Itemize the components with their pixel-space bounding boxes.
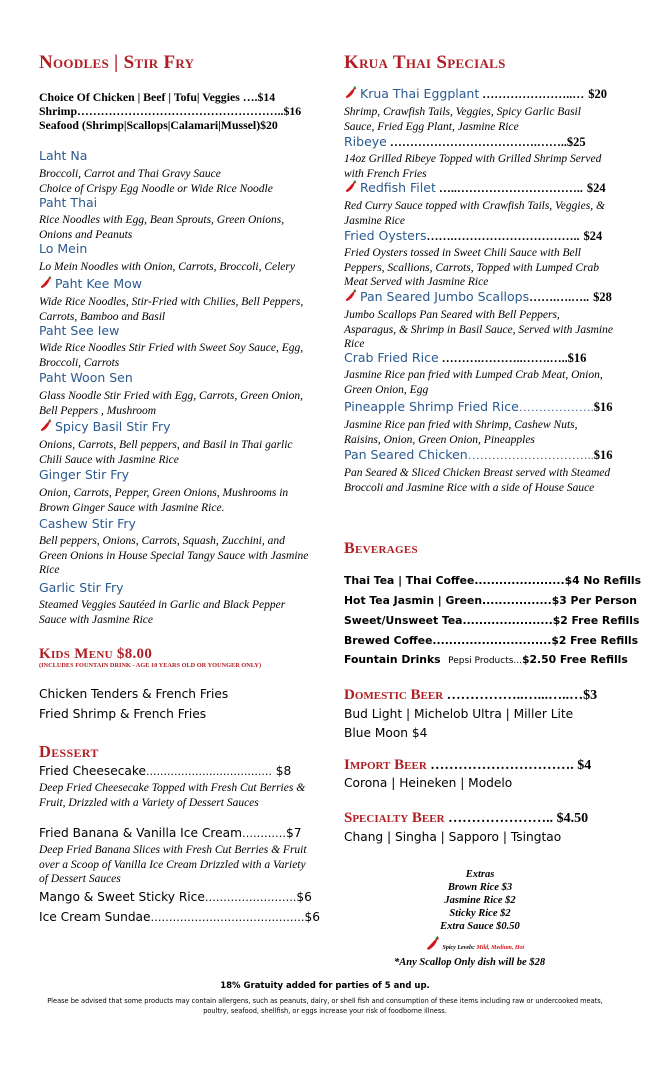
menu-item-spicy [39,419,171,435]
menu-item-desc: Steamed Veggies Sautéed in Garlic and Black Pepper Sauce with Jasmine Rice [39,599,286,626]
special-name: Krua Thai Eggplant [360,86,480,101]
beverage-price: $2 Free Refills [551,634,639,647]
special-price: $25 [566,135,586,149]
beer-list: Chang | Singha | Sapporo | Tsingtao [344,830,562,844]
special-item [344,134,586,150]
special-item [344,289,612,305]
special-desc: 14oz Grilled Ribeye Topped with Grilled Shrimp Served with French Fries [344,153,602,180]
special-item [344,350,586,366]
beverage-item [344,593,637,608]
dessert-name: Fried Cheesecake [39,764,146,778]
chili-pepper-icon [344,86,358,100]
special-desc: Shrimp, Crawfish Tails, Veggies, Spicy Garlic Basil Sauce, Fried Egg Plant, Jasmine Rice [344,106,581,133]
beverage-name: Fountain Drinks [344,653,441,666]
scallop-note: *Any Scallop Only dish will be $28 [394,957,546,968]
import-beer-title: Import Beer [344,757,427,773]
beverage-item [344,652,628,669]
dessert-name: Ice Cream Sundae [39,910,151,924]
menu-item-name: Lo Mein [39,241,88,256]
beverage-name: Thai Tea | Thai Coffee [344,574,475,587]
beverage-item [344,573,641,588]
special-price: $20 [588,87,607,101]
dessert-price: $7 [285,826,302,840]
menu-item-name: Spicy Basil Stir Fry [55,419,171,434]
special-name: Redfish Filet [360,180,436,195]
special-desc: Fried Oysters tossed in Sweet Chili Sauce with Bell Peppers, Scallions, Carrots, Topped with Lumped Crab Meat Served with Jasmine Rice [344,247,600,288]
dessert-title: Dessert [39,742,99,761]
special-name: Pan Seared Chicken [344,447,468,462]
special-desc: Red Curry Sauce topped with Crawfish Tails, Veggies, & Jasmine Rice [344,200,605,227]
menu-item-name: Paht Woon Sen [39,370,133,385]
menu-item-desc: Onions, Carrots, Bell peppers, and Basil in Thai garlic Chili Sauce with Jasmine Rice [39,439,293,466]
special-dots: …….………………………….. [426,229,580,243]
chili-pepper-icon [425,936,441,952]
dessert-price: $8 [275,764,292,778]
beer-price: $4.50 [556,811,589,826]
special-desc: Jasmine Rice pan fried with Shrimp, Cashew Nuts, Raisins, Onion, Green Onion, Pineapples [344,419,578,446]
chili-pepper-icon [39,419,53,433]
special-name: Ribeye [344,134,387,149]
extras-line: Extra Sauce $0.50 [440,921,520,932]
special-item [344,86,607,102]
special-dots: ……….………..…….….. [438,351,568,365]
specials-title: Krua Thai Specials [344,52,506,73]
dessert-dots: .................................... [146,765,272,778]
beverage-name: Sweet/Unsweet Tea [344,614,463,627]
special-price: $24 [583,229,603,243]
beer-dots: …………………………. [426,758,574,773]
beverage-price: $4 No Refills [564,574,642,587]
extras-line: Sticky Rice $2 [449,908,511,919]
special-dots: ………………. [518,400,594,414]
menu-item-name: Ginger Stir Fry [39,467,130,482]
special-name: Fried Oysters [344,228,427,243]
menu-item-desc: Broccoli, Carrot and Thai Gravy Sauce Choice of Crispy Egg Noodle or Wide Rice Noodle [39,168,273,195]
special-dots: …..………………………….. [435,181,583,195]
spicy-levels [425,936,524,952]
special-price: $16 [593,400,613,414]
special-price: $28 [593,290,612,304]
menu-item-name: Garlic Stir Fry [39,580,124,595]
extras-line: Jasmine Rice $2 [444,895,516,906]
domestic-beer-title: Domestic Beer [344,687,444,703]
special-dots: ………………………….. [467,448,594,462]
menu-item-name: Laht Na [39,148,88,163]
beer-dots: ……………..…...…..… [443,688,584,703]
chili-pepper-icon [344,289,358,303]
special-item [344,399,613,415]
special-price: $16 [567,351,587,365]
beer-price: $3 [583,688,598,703]
special-dots: ……………………………….…….. [386,135,567,149]
dessert-item [39,763,291,780]
beverage-dots: ... [513,656,523,666]
dessert-price: $6 [296,890,312,904]
dessert-desc: Deep Fried Banana Slices with Fresh Cut Berries & Fruit over a Scoop of Vanilla Ice Cream Drizzled with a Variety of Dessert Sauces [39,844,307,885]
menu-item-desc: Glass Noodle Stir Fried with Egg, Carrots, Green Onion, Bell Peppers , Mushroom [39,390,303,417]
kids-item: Fried Shrimp & French Fries [39,707,207,721]
dessert-item [39,909,320,926]
beverage-item [344,613,639,628]
noodles-price-line: Choice Of Chicken | Beef | Tofu| Veggies ….$14 [39,90,276,104]
kids-menu-note: (INCLUDES FOUNTAIN DRINK - AGE 10 YEARS OLD OR YOUNGER ONLY) [39,662,262,669]
dessert-item [39,825,301,842]
beer-dots: ………………….. [444,811,554,826]
menu-item-name: Paht Kee Mow [55,276,143,291]
kids-menu-title: Kids Menu $8.00 [39,646,153,662]
beer-price: $4 [577,758,592,773]
chili-pepper-icon [39,276,53,290]
dessert-name: Mango & Sweet Sticky Rice [39,890,205,904]
import-beer-heading [344,757,591,774]
menu-item-desc: Onion, Carrots, Pepper, Green Onions, Mushrooms in Brown Ginger Sauce with Jasmine Rice. [39,487,289,514]
dessert-dots: ………… [241,827,286,840]
special-name: Crab Fried Rice [344,350,439,365]
extras-title: Extras [465,869,495,880]
specialty-beer-heading [344,810,588,827]
beverage-dots: ................. [482,594,552,607]
menu-item-name: Paht Thai [39,195,98,210]
beer-list: Corona | Heineken | Modelo [344,776,513,790]
beer-list: Blue Moon $4 [344,726,428,740]
dessert-price: $6 [304,910,321,924]
menu-item-name: Paht See Iew [39,323,120,338]
chili-pepper-icon [344,180,358,194]
beverage-dots: ............................. [432,634,552,647]
menu-item-name: Cashew Stir Fry [39,516,136,531]
special-dots: …………………..… [479,87,585,101]
allergy-disclaimer: Please be advised that some products may contain allergens, such as peanuts, dairy, or shell fish and consumption of these items including raw or undercooked meats, poultry, seafood, shellfish, or eggs increase your risk of foodborne illness. [47,997,603,1015]
domestic-beer-heading [344,687,597,704]
menu-item-desc: Lo Mein Noodles with Onion, Carrots, Broccoli, Celery [39,261,295,273]
kids-item: Chicken Tenders & French Fries [39,687,229,701]
special-desc: Jumbo Scallops Pan Seared with Bell Peppers, Asparagus, & Shrimp in Basil Sauce, Served with Jasmine Rice [344,309,613,350]
beer-list: Bud Light | Michelob Ultra | Miller Lite [344,707,574,721]
special-desc: Pan Seared & Sliced Chicken Breast served with Steamed Broccoli and Jasmine Rice with a side of House Sauce [344,467,611,494]
special-price: $16 [593,448,613,462]
beverage-note: Pepsi Products [448,656,514,666]
gratuity-note: 18% Gratuity added for parties of 5 and up. [220,981,430,991]
special-desc: Jasmine Rice pan fried with Lumped Crab Meat, Onion, Green Onion, Egg [344,369,603,396]
beverage-name: Hot Tea Jasmin | Green [344,594,483,607]
beverage-item [344,633,638,648]
spicy-levels-values: Mild, Medium, Hot [476,945,525,951]
special-item [344,228,602,244]
beverage-price: $3 Per Person [551,594,637,607]
menu-item-desc: Wide Rice Noodles Stir Fried with Sweet Soy Sauce, Egg, Broccoli, Carrots [39,342,304,369]
menu-item-desc: Bell peppers, Onions, Carrots, Squash, Zucchini, and Green Onions in House Special Tangy Sauce with Jasmine Rice [39,535,309,576]
beverages-title: Beverages [344,540,418,557]
menu-item-spicy [39,276,142,292]
beverage-price: $2.50 Free Refills [522,653,628,666]
extras-box [395,868,565,933]
special-dots: …….….….. [529,290,590,304]
noodles-title: Noodles | Stir Fry [39,52,195,73]
dessert-item [39,889,312,906]
special-item [344,447,612,463]
spicy-label: Spicy Levels: [442,945,475,951]
beverage-name: Brewed Coffee [344,634,433,647]
special-item [344,180,606,196]
special-name: Pineapple Shrimp Fried Rice [344,399,519,414]
beverage-dots: ...................... [462,614,553,627]
dessert-dots: ……………………. [204,891,297,904]
dessert-name: Fried Banana & Vanilla Ice Cream [39,826,242,840]
menu-item-desc: Wide Rice Noodles, Stir-Fried with Chilies, Bell Peppers, Carrots, Bamboo and Basil [39,296,304,323]
beverage-price: $2 Free Refills [552,614,640,627]
specialty-beer-title: Specialty Beer [344,810,445,826]
beverage-dots: ...................... [474,574,565,587]
noodles-price-line: Seafood (Shrimp|Scallops|Calamari|Mussel)$20 [39,118,278,132]
special-name: Pan Seared Jumbo Scallops [360,289,530,304]
noodles-price-line: Shrimp……………………………………………..$16 [39,104,302,118]
special-price: $24 [586,181,606,195]
dessert-dots: …………………………………… [150,911,305,924]
extras-line: Brown Rice $3 [447,882,513,893]
menu-item-desc: Rice Noodles with Egg, Bean Sprouts, Green Onions, Onions and Peanuts [39,214,285,241]
dessert-desc: Deep Fried Cheesecake Topped with Fresh Cut Berries & Fruit, Drizzled with a Variety of Dessert Sauces [39,782,306,809]
